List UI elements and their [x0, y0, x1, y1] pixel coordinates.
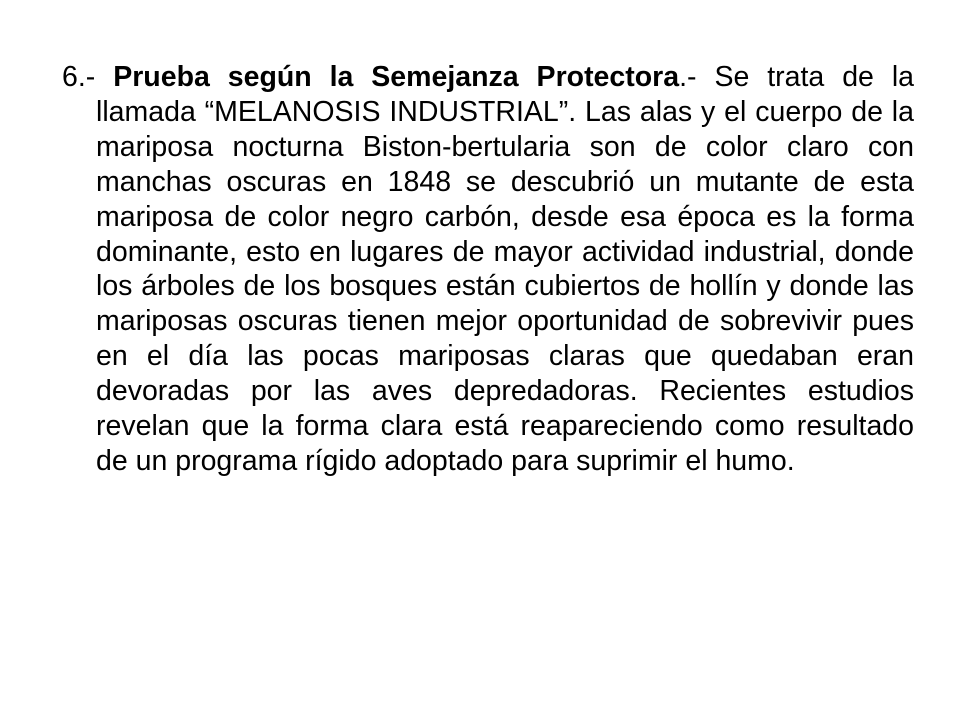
heading-suffix: .- [679, 61, 697, 93]
paragraph-body: Se trata de la llamada “MELANOSIS INDUSTRIAL”. Las alas y el cuerpo de la mariposa nocturna Biston-bertularia son de color claro con manchas oscuras en 1848 se descubrió un mutante de esta mariposa de color negro carbón, desde esa época es la forma dominante, esto en lugares de mayor actividad industrial, donde los árboles de los bosques están cubiertos de hollín y donde las mariposas oscuras tienen mejor oportunidad de sobrevivir pues en el día las pocas mariposas claras que quedaban eran devoradas por las aves depredadoras. Recientes estudios revelan que la forma clara está reapareciendo como resultado de un programa rígido adoptado para suprimir el humo. [96, 61, 915, 477]
item-heading: Prueba según la Semejanza Protectora [113, 61, 680, 93]
paragraph-melanosis-industrial [62, 60, 914, 479]
item-number: 6.- [62, 61, 96, 93]
